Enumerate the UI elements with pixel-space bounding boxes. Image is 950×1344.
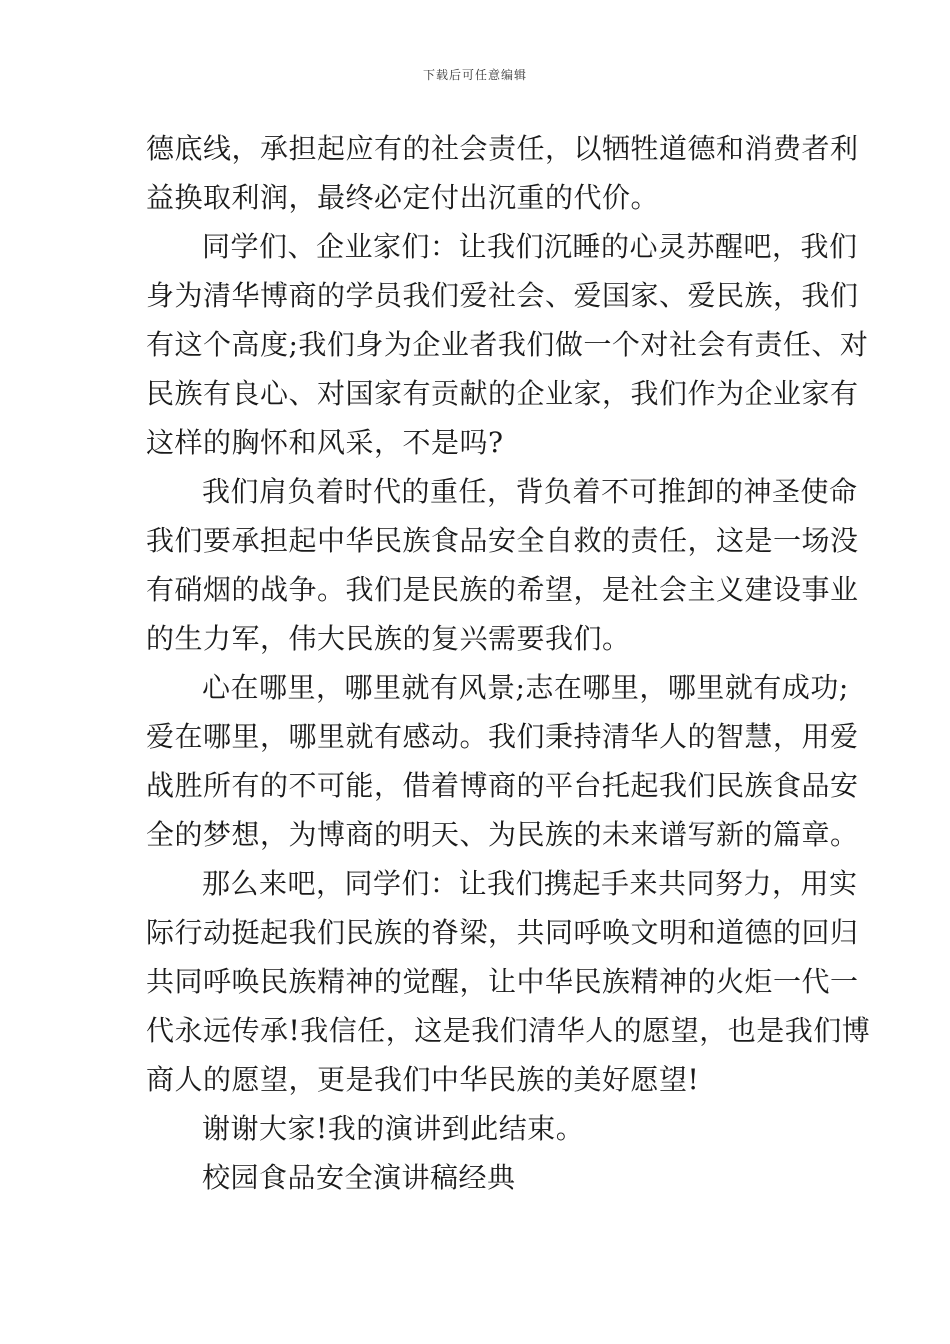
text-line: 代永远传承!我信任，这是我们清华人的愿望，也是我们博 (146, 1014, 871, 1047)
text-line: 的生力军，伟大民族的复兴需要我们。 (146, 622, 631, 655)
text-line: 有硝烟的战争。我们是民族的希望，是社会主义建设事业 (146, 573, 859, 606)
text-line: 这样的胸怀和风采，不是吗? (146, 426, 504, 459)
text-line: 谢谢大家!我的演讲到此结束。 (202, 1112, 585, 1145)
text-line: 全的梦想，为博商的明天、为民族的未来谱写新的篇章。 (146, 818, 859, 851)
text-line: 身为清华博商的学员我们爱社会、爱国家、爱民族，我们 (146, 279, 859, 312)
text-line: 商人的愿望，更是我们中华民族的美好愿望! (146, 1063, 700, 1096)
text-line: 有这个高度;我们身为企业者我们做一个对社会有责任、对 (146, 328, 869, 361)
text-line: 益换取利润，最终必定付出沉重的代价。 (146, 181, 660, 214)
text-line: 爱在哪里，哪里就有感动。我们秉持清华人的智慧，用爱 (146, 720, 859, 753)
text-line: 同学们、企业家们：让我们沉睡的心灵苏醒吧，我们 (202, 230, 858, 263)
paragraph (146, 859, 871, 1104)
text-line: 德底线，承担起应有的社会责任，以牺牲道德和消费者利 (146, 132, 859, 165)
paragraph (146, 124, 859, 222)
text-line: 校园食品安全演讲稿经典 (202, 1161, 516, 1194)
text-line: 我们要承担起中华民族食品安全自救的责任，这是一场没 (146, 524, 859, 557)
paragraph (146, 467, 859, 663)
header-note: 下载后可任意编辑 (422, 68, 527, 82)
paragraph (146, 222, 869, 467)
text-line: 那么来吧，同学们：让我们携起手来共同努力，用实 (202, 867, 858, 900)
document-body (146, 124, 871, 1202)
text-line: 共同呼唤民族精神的觉醒，让中华民族精神的火炬一代一 (146, 965, 859, 998)
text-line: 际行动挺起我们民族的脊梁，共同呼唤文明和道德的回归 (146, 916, 859, 949)
text-line: 心在哪里，哪里就有风景;志在哪里，哪里就有成功; (202, 671, 849, 704)
paragraph (146, 1104, 808, 1153)
section-title (146, 1153, 808, 1202)
text-line: 民族有良心、对国家有贡献的企业家，我们作为企业家有 (146, 377, 859, 410)
text-line: 战胜所有的不可能，借着博商的平台托起我们民族食品安 (146, 769, 859, 802)
text-line: 我们肩负着时代的重任，背负着不可推卸的神圣使命 (202, 475, 858, 508)
paragraph (146, 663, 859, 859)
